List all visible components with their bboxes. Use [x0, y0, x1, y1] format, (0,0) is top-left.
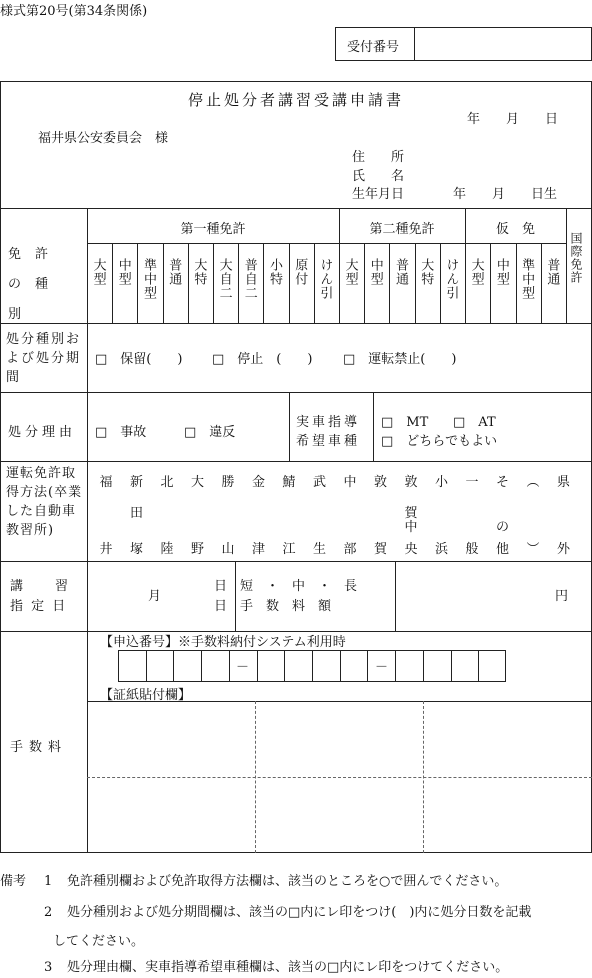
license-type-group1-6[interactable]: 普自二: [241, 258, 257, 300]
school-14-top[interactable]: ︵: [526, 475, 540, 490]
apply-dash-1: －: [236, 660, 250, 675]
license-group-2: 第二種免許: [369, 222, 435, 237]
note-1: 免許種別欄および免許取得方法欄は、該当のところを○で囲んでください。: [67, 874, 508, 889]
receipt-label: 受付番号: [347, 40, 400, 55]
school-3-top[interactable]: 大: [190, 475, 204, 490]
school-15-top[interactable]: 県: [556, 475, 570, 490]
school-10-bottom[interactable]: 央: [404, 542, 418, 557]
note-2-num: 2: [44, 905, 53, 920]
license-type-group1-7[interactable]: 小特: [267, 258, 282, 286]
license-group-3: 仮 免: [495, 222, 535, 237]
vehicle-any[interactable]: □ どちらでもよい: [381, 434, 498, 449]
school-11-bottom[interactable]: 浜: [434, 542, 448, 557]
license-type-group3-0[interactable]: 大型: [468, 258, 484, 286]
apply-number-label: 【申込番号】※手数料納付システム利用時: [100, 635, 346, 650]
note-1-num: 1: [44, 874, 53, 889]
school-5-top[interactable]: 金: [251, 475, 265, 490]
license-type-group2-2[interactable]: 普通: [393, 258, 408, 286]
school-1-mid[interactable]: 田: [129, 506, 143, 521]
school-9-top[interactable]: 敦: [373, 475, 387, 490]
course-day-1[interactable]: 日: [214, 579, 228, 594]
school-2-top[interactable]: 北: [160, 475, 174, 490]
course-length[interactable]: 短 ・ 中 ・ 長: [240, 579, 358, 594]
stamp-label: 【証紙貼付欄】: [100, 688, 192, 703]
fee-yen: 円: [555, 589, 569, 604]
address-label: 住 所: [352, 150, 405, 165]
receipt-number-field[interactable]: [418, 30, 588, 58]
vehicle-at[interactable]: □ AT: [453, 415, 496, 430]
school-13-low[interactable]: の: [495, 520, 509, 535]
school-4-bottom[interactable]: 山: [221, 542, 235, 557]
license-type-group1-1[interactable]: 中型: [115, 258, 131, 286]
stamp-area[interactable]: [88, 702, 591, 852]
license-type-group1-9[interactable]: けん引: [317, 258, 333, 300]
reason-violation[interactable]: □ 違反: [184, 425, 236, 440]
school-10-top[interactable]: 敦: [404, 475, 418, 490]
fee-amount-label: 手 数 料 額: [240, 599, 332, 614]
form-reference: 様式第20号(第34条関係): [0, 4, 148, 19]
school-1-bottom[interactable]: 塚: [129, 542, 143, 557]
vehicle-label-2: 希望車種: [296, 434, 361, 449]
school-13-bottom[interactable]: 他: [495, 542, 509, 557]
license-type-group2-1[interactable]: 中型: [367, 258, 383, 286]
apply-dash-2: －: [375, 660, 389, 675]
license-type-group3-2[interactable]: 準中型: [519, 258, 535, 300]
school-1-top[interactable]: 新: [129, 475, 143, 490]
school-7-bottom[interactable]: 生: [312, 542, 326, 557]
vehicle-mt[interactable]: □ MT: [381, 415, 429, 430]
note-2b: してください。: [53, 934, 145, 949]
license-type-group2-3[interactable]: 大特: [418, 258, 434, 286]
school-6-top[interactable]: 鯖: [282, 475, 296, 490]
school-13-top[interactable]: そ: [495, 475, 509, 490]
course-label-2: 指 定 日: [10, 599, 68, 614]
note-2a: 処分種別および処分期間欄は、該当の□内にレ印をつけ( )内に処分日数を記載: [67, 905, 532, 920]
school-2-bottom[interactable]: 陸: [160, 542, 174, 557]
license-intl[interactable]: 国際免許: [569, 232, 583, 284]
school-12-bottom[interactable]: 般: [465, 542, 479, 557]
license-type-group3-1[interactable]: 中型: [493, 258, 509, 286]
license-type-group3-3[interactable]: 普通: [544, 258, 560, 286]
addressee: 福井県公安委員会 様: [38, 131, 169, 146]
notes-head: 備考: [0, 874, 27, 889]
method-label: 運転免許取得方法(卒業した自動車教習所): [6, 466, 83, 538]
form-title: 停止処分者講習受講申請書: [187, 91, 404, 109]
school-4-top[interactable]: 勝: [221, 475, 235, 490]
disposition-ban[interactable]: □ 運転禁止( ): [343, 352, 457, 367]
license-type-group1-2[interactable]: 準中型: [141, 258, 156, 300]
license-type-group1-4[interactable]: 大特: [191, 258, 207, 286]
vehicle-label-1: 実車指導: [296, 415, 361, 430]
license-type-group1-0[interactable]: 大型: [90, 258, 106, 286]
course-label-1: 講 習: [10, 579, 71, 594]
disposition-label: 処分種別および処分期間: [6, 332, 82, 385]
license-type-group2-0[interactable]: 大型: [342, 258, 358, 286]
school-11-top[interactable]: 小: [434, 475, 448, 490]
note-3: 処分理由欄、実車指導希望車種欄は、該当の□内にレ印をつけてください。: [67, 960, 509, 975]
school-15-bottom[interactable]: 外: [556, 542, 570, 557]
license-type-group2-4[interactable]: けん引: [443, 258, 459, 300]
school-0-top[interactable]: 福: [99, 475, 113, 490]
birthdate-label: 生年月日: [352, 187, 405, 202]
license-group-1: 第一種免許: [180, 222, 246, 237]
school-8-bottom[interactable]: 部: [343, 542, 357, 557]
school-0-bottom[interactable]: 井: [99, 542, 113, 557]
school-6-bottom[interactable]: 江: [282, 542, 296, 557]
reason-accident[interactable]: □ 事故: [95, 425, 147, 440]
name-label: 氏 名: [352, 169, 405, 184]
school-8-top[interactable]: 中: [343, 475, 357, 490]
reason-label: 処分理由: [8, 425, 77, 440]
license-type-group1-3[interactable]: 普通: [166, 258, 182, 286]
course-day-2[interactable]: 日: [214, 599, 228, 614]
school-14-bottom[interactable]: ︶: [526, 542, 540, 557]
disposition-hold[interactable]: □ 保留( ): [95, 352, 183, 367]
school-10-low[interactable]: 中: [404, 520, 418, 535]
school-9-bottom[interactable]: 賀: [373, 542, 387, 557]
license-type-group1-5[interactable]: 大自二: [216, 258, 232, 300]
disposition-suspend[interactable]: □ 停止 ( ): [212, 352, 313, 367]
license-type-group1-8[interactable]: 原付: [292, 258, 308, 286]
application-date[interactable]: 年 月 日: [467, 112, 559, 127]
birthdate-field[interactable]: 年 月 日生: [453, 187, 558, 202]
school-7-top[interactable]: 武: [312, 475, 326, 490]
license-label: 免許の種別: [8, 247, 63, 322]
fee-label: 手数料: [10, 740, 68, 755]
course-month[interactable]: 月: [148, 589, 162, 604]
school-5-bottom[interactable]: 津: [251, 542, 265, 557]
school-12-top[interactable]: 一: [465, 475, 479, 490]
school-10-mid[interactable]: 賀: [404, 506, 418, 521]
note-3-num: 3: [44, 960, 53, 975]
school-3-bottom[interactable]: 野: [190, 542, 204, 557]
